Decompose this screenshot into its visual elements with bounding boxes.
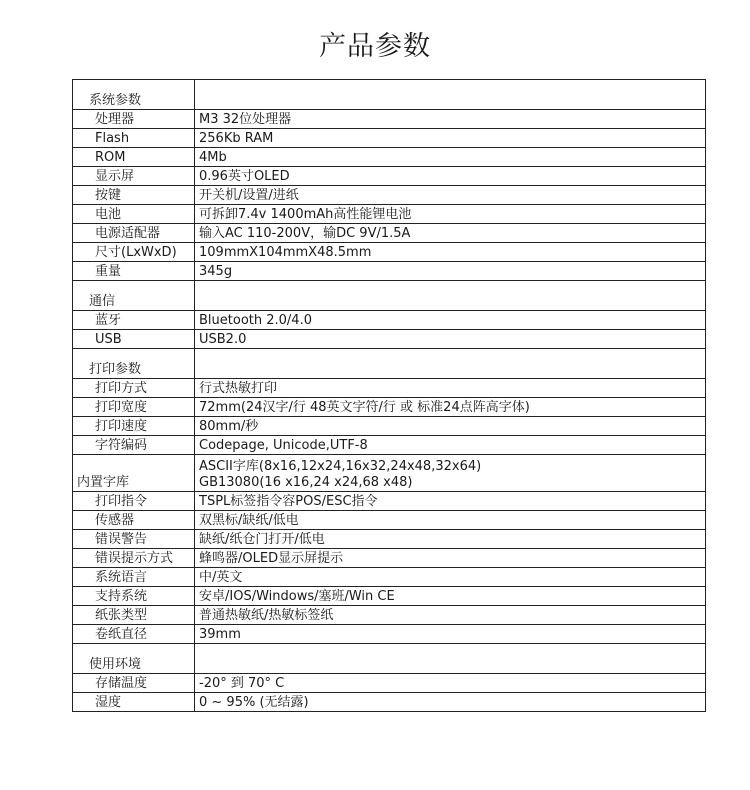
param-label: 错误警告 [73, 530, 195, 549]
param-label: ROM [73, 148, 195, 167]
param-value: 345g [195, 262, 706, 281]
param-label: 尺寸(LxWxD) [73, 243, 195, 262]
table-row [73, 568, 706, 587]
table-row [73, 455, 706, 492]
param-label: 电池 [73, 205, 195, 224]
table-row [73, 186, 706, 205]
param-value: 72mm(24汉字/行 48英文字符/行 或 标准24点阵高字体) [195, 398, 706, 417]
param-label: 蓝牙 [73, 311, 195, 330]
param-label: 支持系统 [73, 587, 195, 606]
section-header-row [73, 349, 706, 379]
param-value: Bluetooth 2.0/4.0 [195, 311, 706, 330]
param-value: Codepage, Unicode,UTF-8 [195, 436, 706, 455]
param-value: 4Mb [195, 148, 706, 167]
param-value: M3 32位处理器 [195, 110, 706, 129]
table-row [73, 625, 706, 644]
table-row [73, 243, 706, 262]
param-label: 字符编码 [73, 436, 195, 455]
section-header-row [73, 644, 706, 674]
table-row [73, 549, 706, 568]
section-header-row [73, 80, 706, 110]
param-value: 双黑标/缺纸/低电 [195, 511, 706, 530]
param-label: 内置字库 [73, 455, 195, 492]
param-value: 109mmX104mmX48.5mm [195, 243, 706, 262]
param-value: -20° 到 70° C [195, 674, 706, 693]
spec-table-body [73, 80, 706, 712]
param-label: 打印速度 [73, 417, 195, 436]
section-blank-cell [195, 644, 706, 674]
param-value-line: GB13080(16 x16,24 x24,68 x48) [199, 475, 413, 490]
param-label: 打印宽度 [73, 398, 195, 417]
param-label: Flash [73, 129, 195, 148]
param-value: 缺纸/纸仓门打开/低电 [195, 530, 706, 549]
param-value: 39mm [195, 625, 706, 644]
param-value: 0 ~ 95% (无结露) [195, 693, 706, 712]
param-value-line: ASCII字库(8x16,12x24,16x32,24x48,32x64) [199, 459, 482, 474]
param-label: 湿度 [73, 693, 195, 712]
section-blank-cell [195, 349, 706, 379]
table-row [73, 110, 706, 129]
param-value: 普通热敏纸/热敏标签纸 [195, 606, 706, 625]
table-row [73, 311, 706, 330]
table-row [73, 606, 706, 625]
table-row [73, 417, 706, 436]
table-row [73, 674, 706, 693]
section-blank-cell [195, 281, 706, 311]
section-title: 使用环境 [73, 644, 195, 674]
table-row [73, 167, 706, 186]
param-label: 卷纸直径 [73, 625, 195, 644]
param-value: 安卓/IOS/Windows/塞班/Win CE [195, 587, 706, 606]
table-row [73, 693, 706, 712]
param-value: 开关机/设置/进纸 [195, 186, 706, 205]
section-title: 通信 [73, 281, 195, 311]
param-label: 存储温度 [73, 674, 195, 693]
section-header-row [73, 281, 706, 311]
spec-table [72, 79, 706, 712]
section-title: 系统参数 [73, 80, 195, 110]
table-row [73, 511, 706, 530]
param-value: 行式热敏打印 [195, 379, 706, 398]
table-row [73, 492, 706, 511]
param-value: 256Kb RAM [195, 129, 706, 148]
param-value: 0.96英寸OLED [195, 167, 706, 186]
table-row [73, 398, 706, 417]
table-row [73, 436, 706, 455]
param-label: 按键 [73, 186, 195, 205]
section-blank-cell [195, 80, 706, 110]
table-row [73, 330, 706, 349]
table-row [73, 262, 706, 281]
param-value: 可拆卸7.4v 1400mAh高性能锂电池 [195, 205, 706, 224]
table-row [73, 224, 706, 243]
table-row [73, 530, 706, 549]
table-row [73, 129, 706, 148]
page-title: 产品参数 [319, 31, 431, 62]
table-row [73, 205, 706, 224]
param-value: 中/英文 [195, 568, 706, 587]
param-value: 蜂鸣器/OLED显示屏提示 [195, 549, 706, 568]
table-row [73, 379, 706, 398]
section-title: 打印参数 [73, 349, 195, 379]
table-row [73, 587, 706, 606]
param-label: 显示屏 [73, 167, 195, 186]
param-label: 电源适配器 [73, 224, 195, 243]
param-value: 80mm/秒 [195, 417, 706, 436]
param-label: 传感器 [73, 511, 195, 530]
param-value: TSPL标签指令容POS/ESC指令 [195, 492, 706, 511]
param-label: 处理器 [73, 110, 195, 129]
param-label: 重量 [73, 262, 195, 281]
param-label: 错误提示方式 [73, 549, 195, 568]
param-value: 输入AC 110-200V，输DC 9V/1.5A [195, 224, 706, 243]
param-label: USB [73, 330, 195, 349]
param-label: 纸张类型 [73, 606, 195, 625]
param-label: 打印指令 [73, 492, 195, 511]
param-label: 系统语言 [73, 568, 195, 587]
param-label: 打印方式 [73, 379, 195, 398]
param-value: USB2.0 [195, 330, 706, 349]
table-row [73, 148, 706, 167]
param-value [195, 455, 706, 492]
